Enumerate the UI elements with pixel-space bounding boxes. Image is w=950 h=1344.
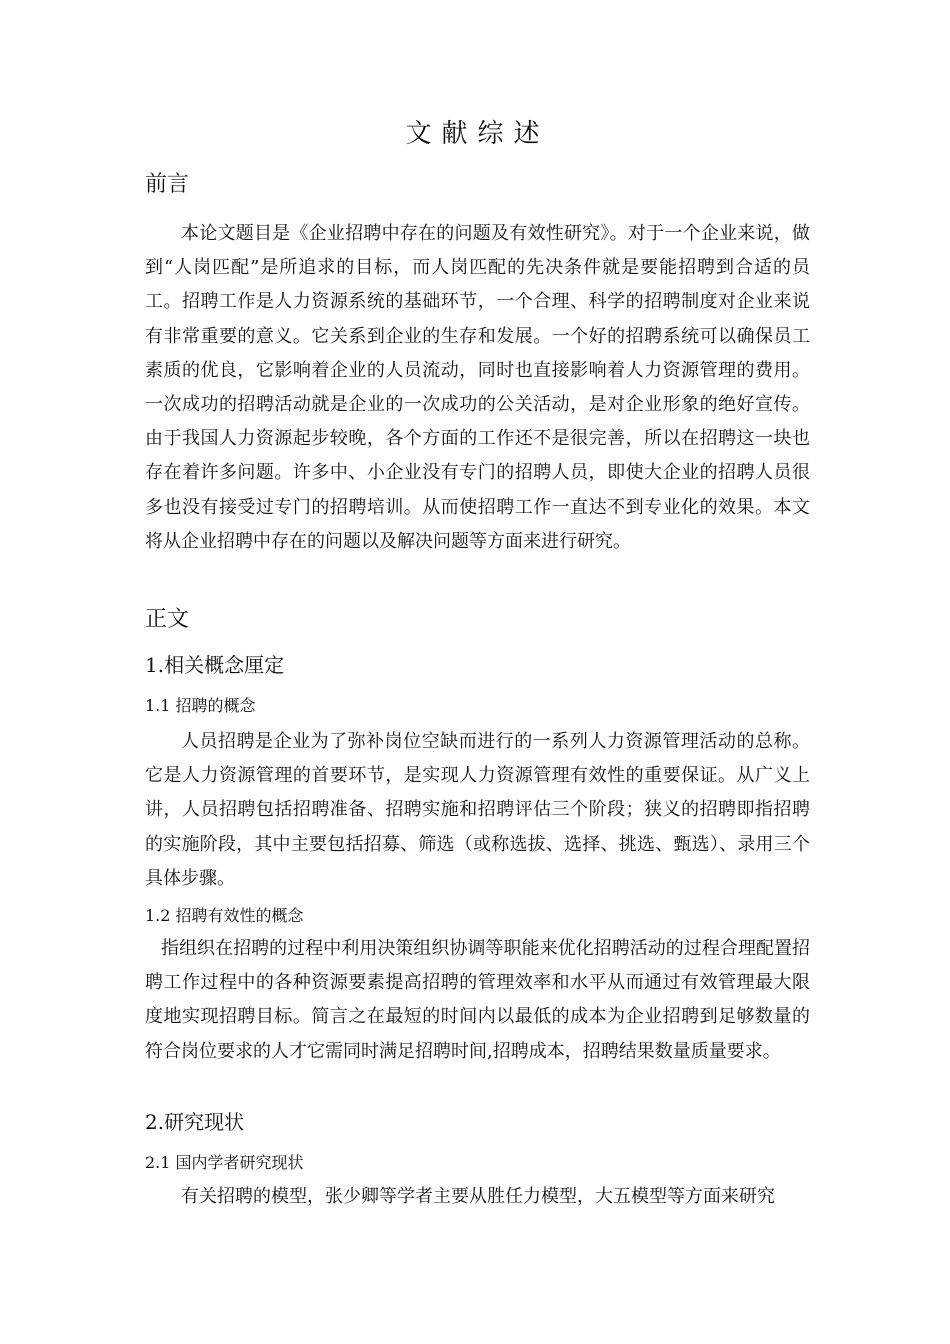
section-2-heading: 2.研究现状 <box>145 1110 245 1134</box>
section-1-2-paragraph: 指组织在招聘的过程中利用决策组织协调等职能来优化招聘活动的过程合理配置招聘工作过程中的各种资源要素提高招聘的管理效率和水平从而通过有效管理最大限度地实现招聘目标。简言之在最短的时间内以最低的成本为企业招聘到足够数量的符合岗位要求的人才它需同时满足招聘时间,招聘成本，招聘结果数量质量要求。 <box>145 938 810 1062</box>
section-2-1-heading: 2.1 国内学者研究现状 <box>145 1153 304 1172</box>
section-1-2-heading: 1.2 招聘有效性的概念 <box>145 906 304 925</box>
section-1-heading: 1.相关概念厘定 <box>145 653 285 677</box>
document-title: 文献综述 <box>405 119 550 149</box>
preface-heading: 前言 <box>145 172 190 197</box>
body-heading: 正文 <box>145 607 190 632</box>
section-2-1-paragraph: 有关招聘的模型，张少卿等学者主要从胜任力模型，大五模型等方面来研究 <box>181 1186 775 1207</box>
section-1-1-paragraph: 人员招聘是企业为了弥补岗位空缺而进行的一系列人力资源管理活动的总称。它是人力资源管理的首要环节，是实现人力资源管理有效性的重要保证。从广义上讲，人员招聘包括招聘准备、招聘实施和招聘评估三个阶段；狭义的招聘即指招聘的实施阶段，其中主要包括招募、筛选（或称选拔、选择、挑选、甄选）、录用三个具体步骤。 <box>145 731 810 889</box>
preface-paragraph: 本论文题目是《企业招聘中存在的问题及有效性研究》。对于一个企业来说，做到“人岗匹配”是所追求的目标，而人岗匹配的先决条件就是要能招聘到合适的员工。招聘工作是人力资源系统的基础环节，一个合理、科学的招聘制度对企业来说有非常重要的意义。它关系到企业的生存和发展。一个好的招聘系统可以确保员工素质的优良，它影响着企业的人员流动，同时也直接影响着人力资源管理的费用。一次成功的招聘活动就是企业的一次成功的公关活动，是对企业形象的绝好宣传。由于我国人力资源起步较晚，各个方面的工作还不是很完善，所以在招聘这一块也存在着许多问题。许多中、小企业没有专门的招聘人员，即使大企业的招聘人员很多也没有接受过专门的招聘培训。从而使招聘工作一直达不到专业化的效果。本文将从企业招聘中存在的问题以及解决问题等方面来进行研究。 <box>145 223 810 552</box>
section-1-1-heading: 1.1 招聘的概念 <box>145 696 256 715</box>
